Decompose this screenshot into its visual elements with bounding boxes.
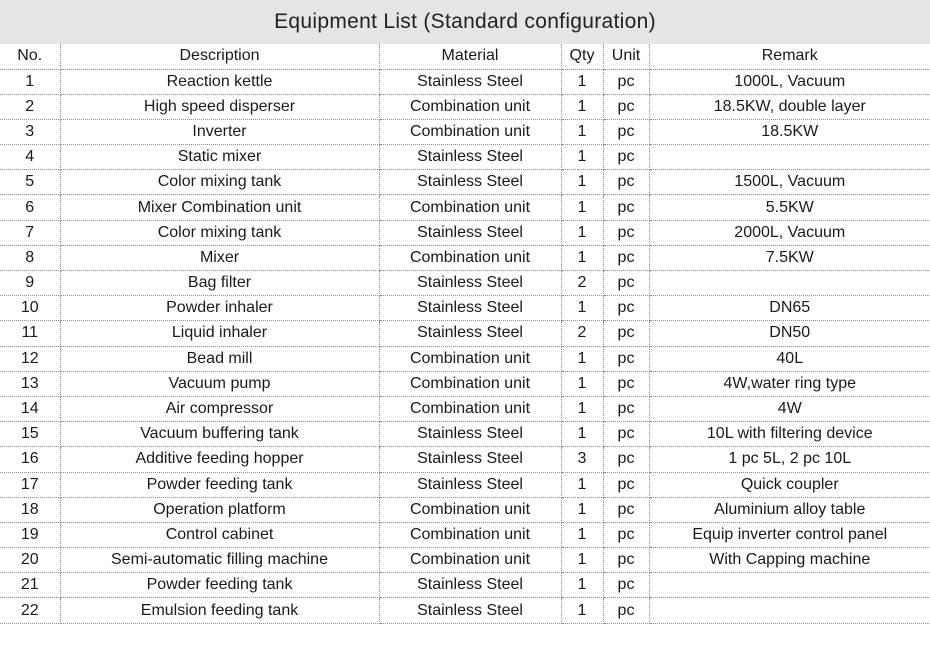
- header-qty: Qty: [561, 44, 603, 69]
- cell-no: 19: [0, 522, 60, 547]
- cell-remark: With Capping machine: [649, 548, 930, 573]
- cell-unit: pc: [603, 396, 649, 421]
- cell-no: 11: [0, 321, 60, 346]
- table-row: [0, 447, 930, 472]
- cell-unit: pc: [603, 472, 649, 497]
- cell-qty: 1: [561, 195, 603, 220]
- cell-remark: 1 pc 5L, 2 pc 10L: [649, 447, 930, 472]
- cell-remark: [649, 598, 930, 623]
- table-row: [0, 119, 930, 144]
- cell-material: Combination unit: [379, 195, 561, 220]
- cell-no: 8: [0, 245, 60, 270]
- cell-description: Vacuum buffering tank: [60, 422, 379, 447]
- cell-qty: 1: [561, 245, 603, 270]
- cell-material: Stainless Steel: [379, 422, 561, 447]
- table-row: [0, 497, 930, 522]
- cell-unit: pc: [603, 245, 649, 270]
- cell-unit: pc: [603, 573, 649, 598]
- cell-qty: 1: [561, 296, 603, 321]
- cell-material: Stainless Steel: [379, 145, 561, 170]
- cell-no: 6: [0, 195, 60, 220]
- cell-description: Mixer: [60, 245, 379, 270]
- cell-no: 10: [0, 296, 60, 321]
- header-no: No.: [0, 44, 60, 69]
- cell-description: Emulsion feeding tank: [60, 598, 379, 623]
- cell-remark: 7.5KW: [649, 245, 930, 270]
- cell-description: Semi-automatic filling machine: [60, 548, 379, 573]
- cell-unit: pc: [603, 346, 649, 371]
- cell-remark: Quick coupler: [649, 472, 930, 497]
- cell-no: 5: [0, 170, 60, 195]
- cell-remark: Aluminium alloy table: [649, 497, 930, 522]
- table-row: [0, 321, 930, 346]
- cell-description: Color mixing tank: [60, 170, 379, 195]
- cell-qty: 1: [561, 220, 603, 245]
- header-row: [0, 44, 930, 69]
- cell-unit: pc: [603, 119, 649, 144]
- cell-description: Liquid inhaler: [60, 321, 379, 346]
- table-row: [0, 195, 930, 220]
- cell-description: Additive feeding hopper: [60, 447, 379, 472]
- cell-qty: 2: [561, 321, 603, 346]
- cell-description: High speed disperser: [60, 94, 379, 119]
- table-body: [0, 69, 930, 623]
- cell-qty: 1: [561, 119, 603, 144]
- table-row: [0, 245, 930, 270]
- cell-no: 18: [0, 497, 60, 522]
- cell-remark: [649, 145, 930, 170]
- table-row: [0, 422, 930, 447]
- cell-unit: pc: [603, 170, 649, 195]
- cell-remark: 4W,water ring type: [649, 371, 930, 396]
- cell-no: 3: [0, 119, 60, 144]
- cell-remark: 10L with filtering device: [649, 422, 930, 447]
- cell-material: Stainless Steel: [379, 271, 561, 296]
- cell-description: Bag filter: [60, 271, 379, 296]
- cell-description: Operation platform: [60, 497, 379, 522]
- cell-remark: 2000L, Vacuum: [649, 220, 930, 245]
- cell-no: 17: [0, 472, 60, 497]
- cell-unit: pc: [603, 271, 649, 296]
- cell-unit: pc: [603, 94, 649, 119]
- table-row: [0, 371, 930, 396]
- table-row: [0, 296, 930, 321]
- cell-qty: 3: [561, 447, 603, 472]
- table-row: [0, 346, 930, 371]
- cell-description: Powder feeding tank: [60, 472, 379, 497]
- cell-material: Stainless Steel: [379, 170, 561, 195]
- cell-description: Color mixing tank: [60, 220, 379, 245]
- equipment-table: [0, 44, 930, 624]
- cell-qty: 2: [561, 271, 603, 296]
- cell-qty: 1: [561, 497, 603, 522]
- cell-no: 14: [0, 396, 60, 421]
- cell-material: Stainless Steel: [379, 296, 561, 321]
- cell-material: Combination unit: [379, 245, 561, 270]
- cell-material: Combination unit: [379, 371, 561, 396]
- cell-description: Reaction kettle: [60, 69, 379, 94]
- cell-qty: 1: [561, 548, 603, 573]
- cell-no: 1: [0, 69, 60, 94]
- table-row: [0, 69, 930, 94]
- cell-no: 9: [0, 271, 60, 296]
- cell-description: Mixer Combination unit: [60, 195, 379, 220]
- cell-unit: pc: [603, 321, 649, 346]
- cell-material: Combination unit: [379, 119, 561, 144]
- cell-description: Bead mill: [60, 346, 379, 371]
- cell-remark: [649, 271, 930, 296]
- cell-description: Air compressor: [60, 396, 379, 421]
- cell-unit: pc: [603, 548, 649, 573]
- cell-remark: 18.5KW: [649, 119, 930, 144]
- cell-description: Control cabinet: [60, 522, 379, 547]
- cell-remark: 4W: [649, 396, 930, 421]
- cell-material: Stainless Steel: [379, 447, 561, 472]
- cell-qty: 1: [561, 346, 603, 371]
- cell-no: 4: [0, 145, 60, 170]
- cell-material: Combination unit: [379, 497, 561, 522]
- cell-unit: pc: [603, 296, 649, 321]
- cell-material: Stainless Steel: [379, 573, 561, 598]
- cell-no: 13: [0, 371, 60, 396]
- cell-unit: pc: [603, 220, 649, 245]
- cell-material: Combination unit: [379, 548, 561, 573]
- table-row: [0, 170, 930, 195]
- cell-no: 22: [0, 598, 60, 623]
- cell-qty: 1: [561, 69, 603, 94]
- table-row: [0, 271, 930, 296]
- header-remark: Remark: [649, 44, 930, 69]
- cell-remark: Equip inverter control panel: [649, 522, 930, 547]
- cell-qty: 1: [561, 472, 603, 497]
- cell-unit: pc: [603, 598, 649, 623]
- cell-unit: pc: [603, 447, 649, 472]
- cell-no: 2: [0, 94, 60, 119]
- cell-qty: 1: [561, 396, 603, 421]
- cell-remark: 1500L, Vacuum: [649, 170, 930, 195]
- cell-material: Stainless Steel: [379, 321, 561, 346]
- table-row: [0, 472, 930, 497]
- cell-remark: DN65: [649, 296, 930, 321]
- cell-description: Inverter: [60, 119, 379, 144]
- cell-material: Combination unit: [379, 346, 561, 371]
- cell-unit: pc: [603, 497, 649, 522]
- table-row: [0, 548, 930, 573]
- table-row: [0, 94, 930, 119]
- cell-no: 7: [0, 220, 60, 245]
- cell-description: Powder inhaler: [60, 296, 379, 321]
- cell-material: Stainless Steel: [379, 472, 561, 497]
- cell-remark: 1000L, Vacuum: [649, 69, 930, 94]
- cell-material: Combination unit: [379, 94, 561, 119]
- table-row: [0, 396, 930, 421]
- cell-qty: 1: [561, 94, 603, 119]
- cell-material: Stainless Steel: [379, 220, 561, 245]
- cell-unit: pc: [603, 195, 649, 220]
- cell-qty: 1: [561, 145, 603, 170]
- cell-unit: pc: [603, 371, 649, 396]
- cell-no: 16: [0, 447, 60, 472]
- page-title: Equipment List (Standard configuration): [0, 0, 930, 44]
- table-row: [0, 220, 930, 245]
- cell-no: 12: [0, 346, 60, 371]
- table-row: [0, 522, 930, 547]
- cell-unit: pc: [603, 422, 649, 447]
- cell-qty: 1: [561, 573, 603, 598]
- cell-remark: DN50: [649, 321, 930, 346]
- cell-no: 15: [0, 422, 60, 447]
- cell-remark: [649, 573, 930, 598]
- cell-material: Combination unit: [379, 396, 561, 421]
- table-row: [0, 573, 930, 598]
- cell-qty: 1: [561, 371, 603, 396]
- cell-no: 20: [0, 548, 60, 573]
- cell-unit: pc: [603, 69, 649, 94]
- cell-unit: pc: [603, 145, 649, 170]
- header-material: Material: [379, 44, 561, 69]
- cell-description: Vacuum pump: [60, 371, 379, 396]
- cell-material: Stainless Steel: [379, 598, 561, 623]
- cell-qty: 1: [561, 522, 603, 547]
- cell-unit: pc: [603, 522, 649, 547]
- cell-remark: 40L: [649, 346, 930, 371]
- header-description: Description: [60, 44, 379, 69]
- cell-qty: 1: [561, 422, 603, 447]
- cell-qty: 1: [561, 598, 603, 623]
- cell-description: Static mixer: [60, 145, 379, 170]
- cell-no: 21: [0, 573, 60, 598]
- cell-remark: 18.5KW, double layer: [649, 94, 930, 119]
- cell-description: Powder feeding tank: [60, 573, 379, 598]
- cell-material: Stainless Steel: [379, 69, 561, 94]
- table-row: [0, 598, 930, 623]
- cell-material: Combination unit: [379, 522, 561, 547]
- cell-qty: 1: [561, 170, 603, 195]
- header-unit: Unit: [603, 44, 649, 69]
- cell-remark: 5.5KW: [649, 195, 930, 220]
- table-row: [0, 145, 930, 170]
